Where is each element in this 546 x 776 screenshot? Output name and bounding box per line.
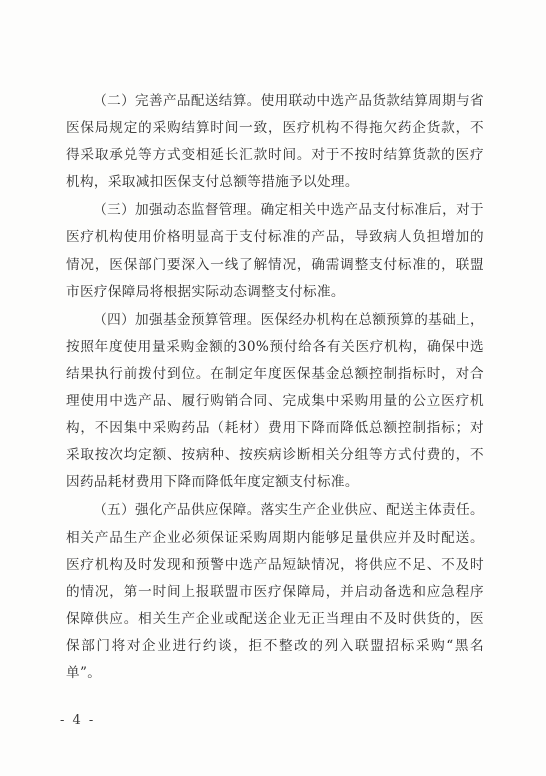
paragraph-delivery-settlement: （二）完善产品配送结算。使用联动中选产品货款结算周期与省医保局规定的采购结算时间一致，医疗机构不得拖欠药企货款，不得采取承兑等方式变相延长汇款时间。对于不按时结算货款的医疗机构，采取减扣医保支付总额等措施予以处理。	[66, 93, 484, 191]
document-body	[66, 88, 484, 688]
paragraph-dynamic-supervision: （三）加强动态监督管理。确定相关中选产品支付标准后，对于医疗机构使用价格明显高于支付标准的产品，导致病人负担增加的情况，医保部门要深入一线了解情况，确需调整支付标准的，联盟市医疗保障局将根据实际动态调整支付标准。	[66, 202, 484, 300]
page-number: - 4 -	[60, 713, 96, 728]
paragraph-supply-guarantee: （五）强化产品供应保障。落实生产企业供应、配送主体责任。相关产品生产企业必须保证采购周期内能够足量供应并及时配送。医疗机构及时发现和预警中选产品短缺情况，将供应不足、不及时的情况，第一时间上报联盟市医疗保障局，并启动备选和应急程序保障供应。相关生产企业或配送企业无正当理由不及时供货的，医保部门将对企业进行约谈，拒不整改的列入联盟招标采购“黑名单”。	[66, 502, 484, 681]
paragraph-fund-budget: （四）加强基金预算管理。医保经办机构在总额预算的基础上，按照年度使用量采购金额的30%预付给各有关医疗机构，确保中选结果执行前拨付到位。在制定年度医保基金总额控制指标时，对合理使用中选产品、履行购销合同、完成集中采购用量的公立医疗机构，不因集中采购药品（耗材）费用下降而降低总额控制指标；对采取按次均定额、按病种、按疾病诊断相关分组等方式付费的，不因药品耗材费用下降而降低年度定额支付标准。	[66, 311, 484, 491]
